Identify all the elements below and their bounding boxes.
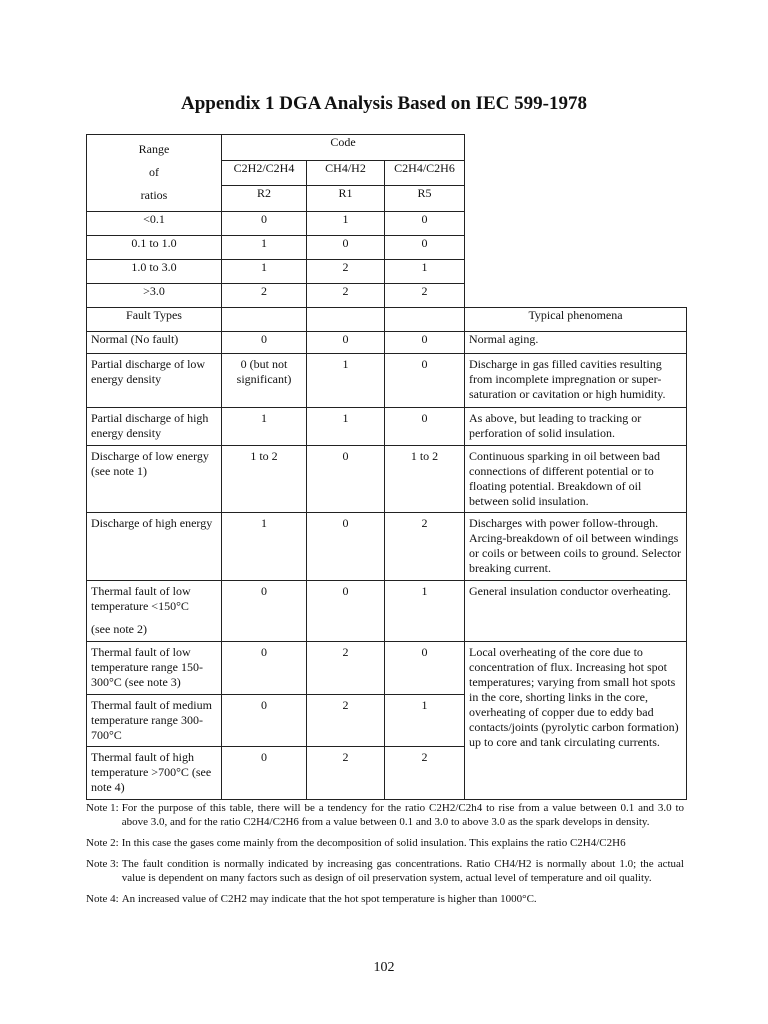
- r1-code: 0: [307, 332, 385, 354]
- note-3: [86, 857, 684, 885]
- phenomena: Discharges with power follow-through. Arcing-breakdown of oil between windings or coils or between coils to ground. Selector breaking current.: [465, 513, 687, 581]
- fault-row: [87, 408, 687, 446]
- note-4: [86, 892, 684, 906]
- code-value: 1: [385, 260, 465, 284]
- note-1: [86, 801, 684, 829]
- ratio-name-ch4-h2: CH4/H2: [307, 160, 385, 186]
- page-number: 102: [373, 960, 395, 975]
- note-text: An increased value of C2H2 may indicate that the hot spot temperature is higher than 1000°C.: [121, 893, 537, 905]
- range-value: >3.0: [87, 284, 222, 308]
- fault-header-row: [87, 308, 687, 332]
- fault-type: Thermal fault of low temperature range 150-300°C (see note 3): [87, 642, 222, 695]
- ratio-name-c2h4-c2h6: C2H4/C2H6: [385, 160, 465, 186]
- fault-types-header: Fault Types: [87, 308, 222, 332]
- code-value: 0: [385, 236, 465, 260]
- r2-code: 0 (but not significant): [222, 354, 307, 408]
- code-value: 2: [385, 284, 465, 308]
- page-title: Appendix 1 DGA Analysis Based on IEC 599-1978: [181, 93, 587, 114]
- code-row: [87, 284, 687, 308]
- r5-code: 2: [385, 513, 465, 581]
- r1-code: 2: [307, 747, 385, 800]
- fault-type: Discharge of high energy: [87, 513, 222, 581]
- shared-phenomena: Local overheating of the core due to concentration of flux. Increasing hot spot temperatures; varying from small hot spots in the core, shorting links in the core, overheating of copper due to eddy bad contacts/joints (pyrolytic carbon formation) up to core and tank circulating currents.: [465, 642, 687, 800]
- r5-code: 0: [385, 408, 465, 446]
- r2-code: 0: [222, 642, 307, 695]
- r5-code: 1: [385, 581, 465, 642]
- code-value: 0: [222, 212, 307, 236]
- r5-code: 1 to 2: [385, 446, 465, 513]
- code-row: [87, 260, 687, 284]
- r2-code: 1 to 2: [222, 446, 307, 513]
- code-value: 1: [222, 236, 307, 260]
- r2-code: 0: [222, 581, 307, 642]
- code-value: 2: [222, 284, 307, 308]
- code-row: [87, 212, 687, 236]
- r1-code: 0: [307, 513, 385, 581]
- note-text: For the purpose of this table, there will be a tendency for the ratio C2H2/C2h4 to rise from a value between 0.1 and 3.0 to above 3.0, and for the ratio C2H4/C2H6 from a value between 0.1 and 3.0 to above 3.0 as the spark develops in density.: [121, 802, 684, 828]
- code-value: 2: [307, 260, 385, 284]
- fault-row: [87, 354, 687, 408]
- note-label: Note 4:: [86, 893, 119, 905]
- ratio-name-c2h2-c2h4: C2H2/C2H4: [222, 160, 307, 186]
- fault-type: Thermal fault of low temperature <150°C (see note 2): [87, 581, 222, 642]
- code-header-row: [87, 135, 687, 161]
- fault-type: Normal (No fault): [87, 332, 222, 354]
- r2-code: 0: [222, 695, 307, 747]
- note-label: Note 1:: [86, 802, 119, 814]
- phenomena: Continuous sparking in oil between bad connections of different potential or to floating potential. Breakdown of oil between solid insulation.: [465, 446, 687, 513]
- fault-note-ref: (see note 2): [91, 622, 147, 636]
- range-value: 1.0 to 3.0: [87, 260, 222, 284]
- r1-code: 2: [307, 642, 385, 695]
- fault-type: Thermal fault of medium temperature range 300-700°C: [87, 695, 222, 747]
- notes-section: [86, 801, 684, 913]
- range-value: 0.1 to 1.0: [87, 236, 222, 260]
- note-text: In this case the gases come mainly from the decomposition of solid insulation. This explains the ratio C2H4/C2H6: [121, 837, 626, 849]
- note-text: The fault condition is normally indicated by increasing gas concentrations. Ratio CH4/H2 is normally about 1.0; the actual value is dependent on many factors such as design of oil preservation system, actual level of temperature and oil quality.: [121, 858, 684, 884]
- fault-row: [87, 581, 687, 642]
- code-value: 1: [307, 212, 385, 236]
- note-label: Note 2:: [86, 837, 119, 849]
- r5-code: 1: [385, 695, 465, 747]
- phenomena: Discharge in gas filled cavities resulting from incomplete impregnation or super-saturation or cavitation or high humidity.: [465, 354, 687, 408]
- r5-code: 0: [385, 332, 465, 354]
- fault-row: [87, 446, 687, 513]
- dga-table: [86, 134, 687, 800]
- code-value: 1: [222, 260, 307, 284]
- r2-code: 0: [222, 747, 307, 800]
- code-value: 0: [385, 212, 465, 236]
- phenomena: As above, but leading to tracking or perforation of solid insulation.: [465, 408, 687, 446]
- range-of-ratios-header: Range of ratios: [87, 135, 222, 212]
- r1-code: 2: [307, 695, 385, 747]
- r1-code: 1: [307, 354, 385, 408]
- r5-code: 0: [385, 354, 465, 408]
- fault-row: [87, 332, 687, 354]
- ratio-code-r5: R5: [385, 186, 465, 212]
- r2-code: 1: [222, 513, 307, 581]
- r2-code: 0: [222, 332, 307, 354]
- code-value: 2: [307, 284, 385, 308]
- fault-type: Thermal fault of high temperature >700°C (see note 4): [87, 747, 222, 800]
- r5-code: 2: [385, 747, 465, 800]
- fault-type: Partial discharge of high energy density: [87, 408, 222, 446]
- phenomena: General insulation conductor overheating.: [465, 581, 687, 642]
- r1-code: 1: [307, 408, 385, 446]
- r1-code: 0: [307, 446, 385, 513]
- phenomena: Normal aging.: [465, 332, 687, 354]
- r2-code: 1: [222, 408, 307, 446]
- note-2: [86, 836, 684, 850]
- fault-row: [87, 513, 687, 581]
- fault-type: Partial discharge of low energy density: [87, 354, 222, 408]
- ratio-code-r1: R1: [307, 186, 385, 212]
- fault-row: [87, 642, 687, 695]
- r1-code: 0: [307, 581, 385, 642]
- typical-phenomena-header: Typical phenomena: [465, 308, 687, 332]
- range-value: <0.1: [87, 212, 222, 236]
- code-row: [87, 236, 687, 260]
- fault-type: Discharge of low energy (see note 1): [87, 446, 222, 513]
- ratio-code-r2: R2: [222, 186, 307, 212]
- code-value: 0: [307, 236, 385, 260]
- r5-code: 0: [385, 642, 465, 695]
- code-header: Code: [222, 135, 465, 161]
- note-label: Note 3:: [86, 858, 119, 870]
